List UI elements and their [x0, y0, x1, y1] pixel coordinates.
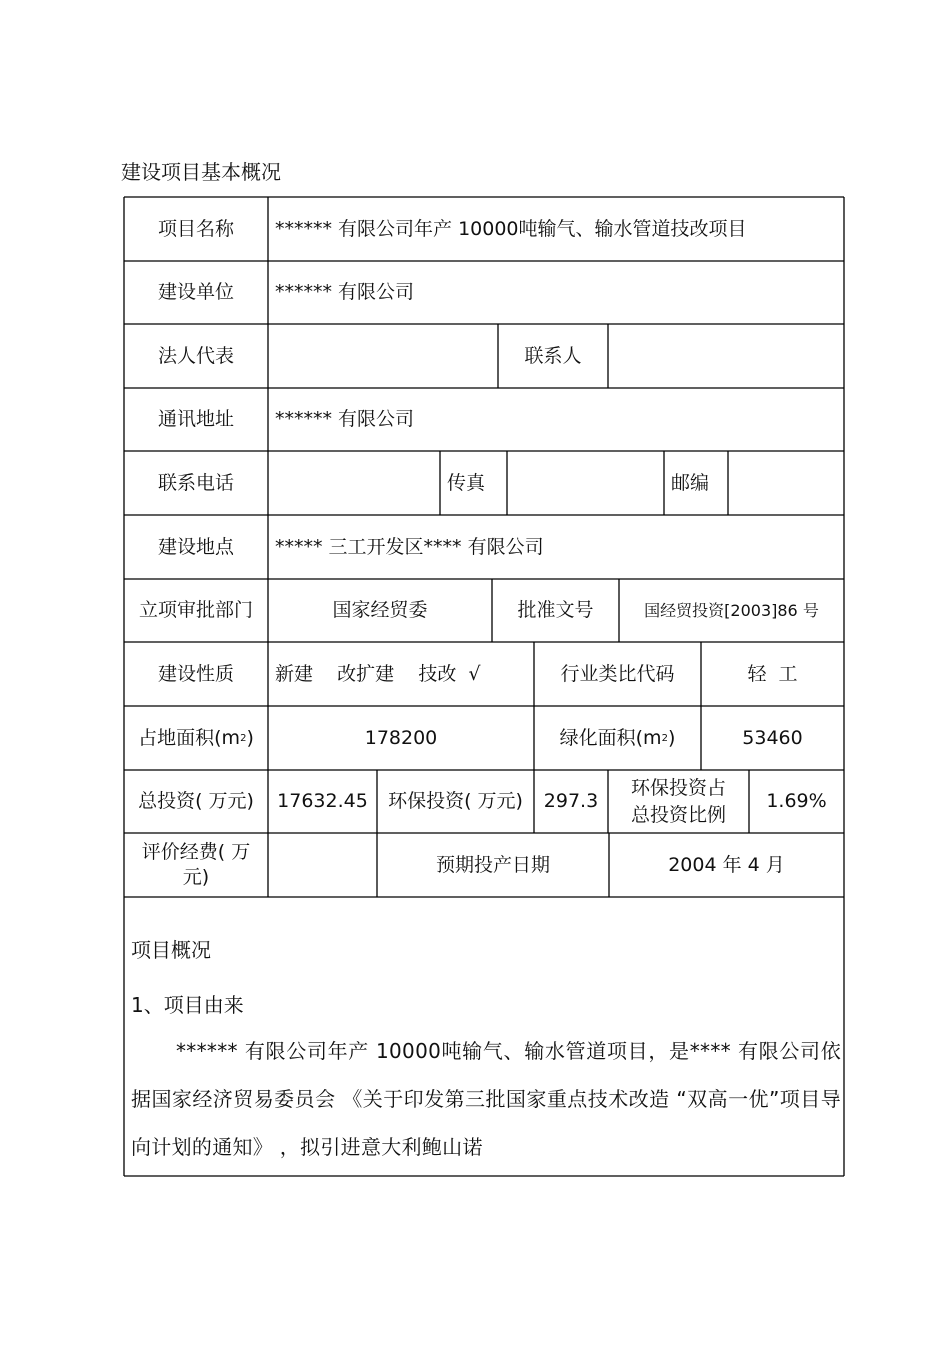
green-area-label: [534, 706, 701, 770]
approval-doc-value: 国经贸投资[2003]86 号: [644, 601, 819, 620]
nature-label: 建设性质: [157, 662, 234, 685]
env-investment-value: 297.3: [543, 790, 599, 812]
total-investment-label: 总投资( 万元): [138, 790, 254, 812]
land-area-value: 178200: [364, 726, 438, 749]
address-value: ****** 有限公司: [275, 408, 415, 430]
eval-cost-label-line2: 元): [182, 866, 210, 888]
zip-value: [728, 451, 844, 515]
fax-value: [507, 451, 664, 515]
approval-dept-value: 国家经贸委: [332, 599, 428, 621]
approval-doc-label: 批准文号: [517, 599, 594, 621]
eval-cost-label: [124, 833, 268, 897]
project-name-value: ****** 有限公司年产 10000吨输气、输水管道技改项目: [275, 217, 747, 240]
green-area-unit-sup: 2: [661, 732, 668, 744]
zip-label: 邮编: [671, 471, 710, 494]
fax-label: 传真: [447, 471, 486, 494]
legal-rep-label: 法人代表: [157, 344, 234, 367]
production-date-value: 2004 年 4 月: [668, 853, 785, 876]
builder-label: 建设单位: [157, 281, 234, 303]
overview-subheading: 1、项目由来: [131, 993, 244, 1017]
overview-body: ****** 有限公司年产 10000吨输气、输水管道项目，是**** 有限公司依据国家经济贸易委员会 《关于印发第三批国家重点技术改造 “双高一优”项目导向计划的通知》 ，拟引进意大利鲍山诺: [131, 1039, 841, 1159]
env-investment-label: 环保投资( 万元): [388, 790, 523, 812]
phone-label: 联系电话: [157, 471, 234, 494]
production-date-label: 预期投产日期: [435, 853, 550, 876]
document-title: 建设项目基本概况: [121, 160, 281, 184]
total-investment-value: 17632.45: [277, 790, 368, 812]
project-name-label: 项目名称: [157, 217, 234, 240]
approval-dept-label: 立项审批部门: [138, 599, 253, 621]
green-area-label-text: 绿化面积(m: [559, 726, 662, 749]
env-ratio-label-line2: 总投资比例: [630, 803, 726, 826]
overview-heading: 项目概况: [131, 938, 211, 962]
green-area-label-end: ): [667, 726, 676, 749]
env-ratio-label: [608, 770, 749, 833]
builder-value: ****** 有限公司: [275, 281, 415, 303]
legal-rep-value: [268, 324, 498, 388]
green-area-value: 53460: [742, 726, 803, 749]
eval-cost-value: [268, 833, 377, 897]
project-overview: [131, 930, 841, 1171]
env-ratio-value: 1.69%: [766, 790, 827, 812]
location-label: 建设地点: [157, 535, 234, 558]
env-ratio-label-line1: 环保投资占: [630, 776, 726, 799]
industry-code-value: 轻 工: [747, 662, 798, 685]
land-area-label-text: 占地面积(m: [138, 726, 241, 749]
location-value: ***** 三工开发区**** 有限公司: [275, 535, 544, 558]
eval-cost-label-line1: 评价经费( 万: [141, 841, 251, 863]
nature-value: 新建 改扩建 技改 √: [275, 662, 481, 685]
land-area-unit-sup: 2: [240, 732, 247, 744]
address-label: 通讯地址: [157, 408, 234, 430]
industry-code-label: 行业类比代码: [560, 662, 675, 685]
land-area-label-end: ): [246, 726, 254, 749]
contact-label: 联系人: [524, 344, 582, 367]
contact-value: [608, 324, 844, 388]
phone-value: [268, 451, 440, 515]
land-area-label: [124, 706, 268, 770]
